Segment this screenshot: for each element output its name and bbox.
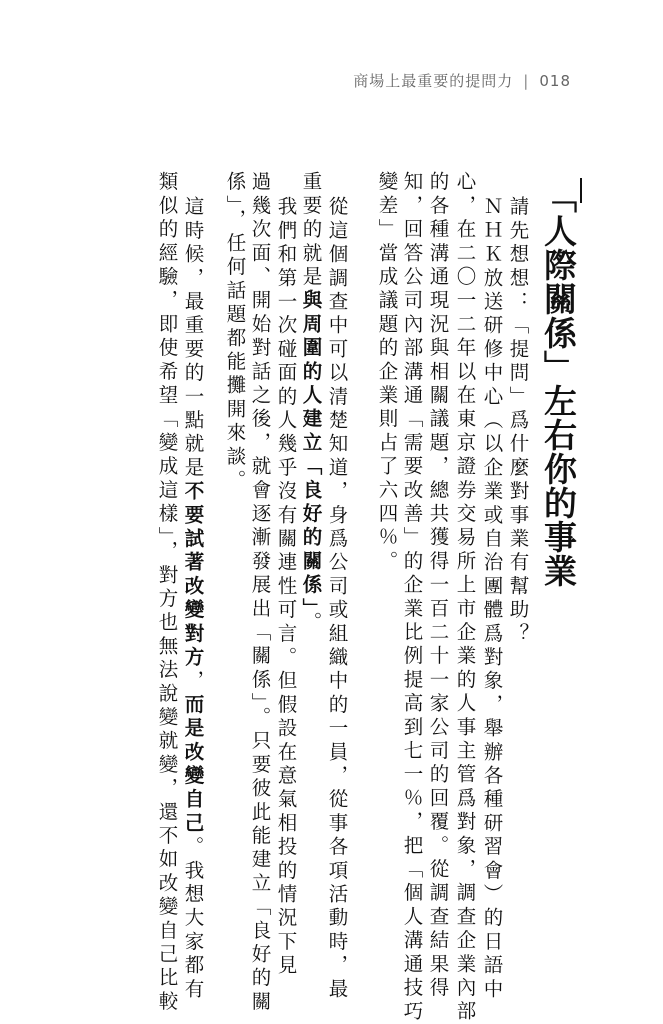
text-run: 的各種溝通現況與相關議題，總共獲得一百二十一家公司的回覆。從調查結果得 — [426, 171, 450, 1001]
text-run: 這時候，最重要的一點就是 — [181, 196, 205, 481]
text-column — [276, 196, 296, 978]
text-column — [428, 171, 448, 1001]
text-run: 類似的經驗，即使希望「變成這樣」，對方也無法說變就變，還不如改變自己比較 — [155, 171, 179, 1015]
header-separator: | — [523, 72, 530, 90]
text-run: 從這個調查中可以清楚知道，身爲公司或組織中的一員，從事各項活動時，最 — [325, 196, 349, 1002]
text-column — [455, 171, 475, 1024]
text-run: 。 — [299, 611, 323, 636]
book-title: 商場上最重要的提問力 — [353, 72, 514, 90]
text-run: 係」，任何話題都能攤開來談。 — [223, 171, 247, 494]
text-column — [301, 171, 321, 635]
page-number: 018 — [539, 72, 571, 90]
text-column — [482, 196, 502, 1002]
text-run: 請先想想：「提問」爲什麼對事業有幫助？ — [506, 196, 530, 647]
text-run: 。我想大家都有 — [181, 835, 205, 1002]
text-run: 過幾次面、開始對話之後，就會逐漸發展出「關係」。只要彼此能建立「良好的關 — [248, 171, 272, 1015]
text-run: ＮＨＫ放送研修中心（以企業或自治團體爲對象，舉辦各種研習會）的日語中 — [480, 196, 504, 1002]
text-run: 變差」當成議題的企業則占了六四％。 — [375, 171, 399, 574]
emphasis-text: 與周圍的人建立「良好的關係」 — [299, 289, 323, 612]
text-column — [508, 196, 528, 646]
text-column — [402, 171, 422, 1024]
running-header — [353, 70, 571, 91]
text-run: 我們和第一次碰面的人幾乎沒有關連性可言。但假設在意氣相投的情況下見 — [274, 196, 298, 979]
text-column — [183, 196, 203, 1002]
text-column — [225, 171, 245, 493]
text-column — [157, 171, 177, 1014]
text-run: 心，在二〇一二年以在東京證券交易所上市企業的人事主管爲對象，調查企業內部 — [453, 171, 477, 1024]
title-accent-bar — [580, 178, 582, 203]
text-run: ， — [181, 670, 205, 694]
text-run: 知，回答公司內部溝通「需要改善」的企業比例提高到七一％，把「個人溝通技巧 — [400, 171, 424, 1024]
emphasis-text: 而是改變自己 — [181, 693, 205, 836]
text-column — [327, 196, 347, 1002]
text-column — [377, 171, 397, 574]
section-title: 「人際關係」左右你的事業 — [539, 180, 578, 588]
emphasis-text: 不要試著改變對方 — [181, 480, 205, 671]
text-column — [250, 171, 270, 1014]
text-run: 重要的就是 — [299, 171, 323, 290]
